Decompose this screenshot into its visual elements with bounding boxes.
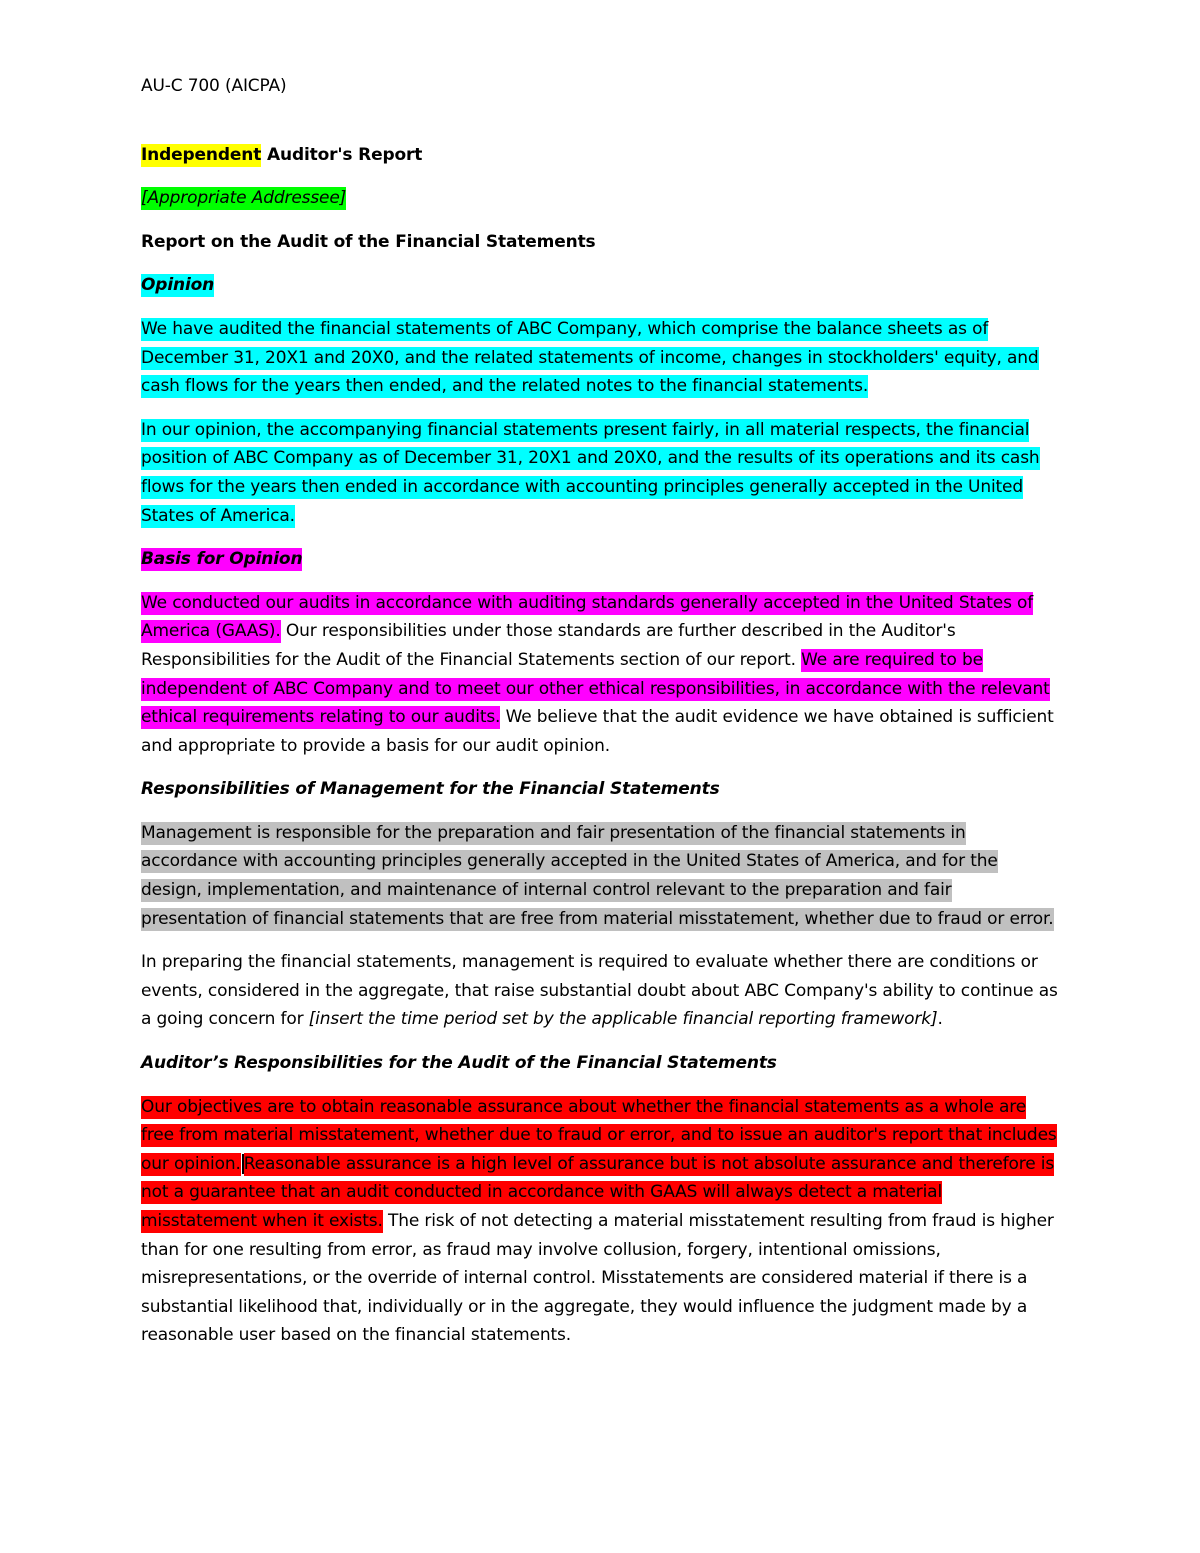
basis-sentence-3: We are required to be independent of ABC Company and to meet our other ethical responsibilities, in accordance with the relevant ethical requirements relating to our audits. <box>141 649 1050 728</box>
opinion-paragraph-2 <box>141 416 1061 530</box>
management-heading: Responsibilities of Management for the Financial Statements <box>141 779 720 800</box>
addressee <box>141 184 1061 213</box>
opinion-paragraph-2-text: In our opinion, the accompanying financial statements present fairly, in all material respects, the financial position of ABC Company as of December 31, 20X1 and 20X0, and the results of its operations and its cash flows for the years then ended in accordance with accounting principles generally accepted in the United States of America. <box>141 419 1040 526</box>
auditor-sentence-1: Our objectives are to obtain reasonable assurance about whether the financial statements as a whole are free from material misstatement, whether due to fraud or error, and to issue an auditor's report that includes our opinion. <box>141 1096 1057 1174</box>
auditor-heading: Auditor’s Responsibilities for the Audit of the Financial Statements <box>141 1053 777 1074</box>
basis-heading-text: Basis for Opinion <box>141 549 303 570</box>
management-paragraph-1-text: Management is responsible for the preparation and fair presentation of the financial statements in accordance with accounting principles generally accepted in the United States of America, and for the design, implementation, and maintenance of internal control relevant to the preparation and fair presentation of financial statements that are free from material misstatement, whether due to fraud or error. <box>141 822 1054 929</box>
addressee-text: [Appropriate Addressee] <box>141 188 347 209</box>
management-paragraph-2-start: In preparing the financial statements, management is required to evaluate whether there are conditions or events, considered in the aggregate, that raise substantial doubt about ABC Company's ability to continue as a going concern for <box>141 952 1058 1030</box>
management-paragraph-2-italic: [insert the time period set by the applicable financial reporting framework] <box>308 1009 938 1030</box>
basis-sentence-2: Our responsibilities under those standards are further described in the Auditor's Responsibilities for the Audit of the Financial Statements section of our report. <box>141 621 956 670</box>
opinion-heading <box>141 271 1061 300</box>
document-body <box>141 72 1061 1365</box>
document-header: AU-C 700 (AICPA) <box>141 76 287 96</box>
report-heading: Report on the Audit of the Financial Statements <box>141 231 596 252</box>
management-paragraph-1 <box>141 819 1061 933</box>
title-rest: Auditor's Report <box>261 144 423 165</box>
report-title <box>141 141 1061 170</box>
opinion-paragraph-1-text: We have audited the financial statements of ABC Company, which comprise the balance sheets as of December 31, 20X1 and 20X0, and the related statements of income, changes in stockholders' equity, and cash flows for the years then ended, and the related notes to the financial statements. <box>141 318 1039 397</box>
auditor-sentence-2: Reasonable assurance is a high level of assurance but is not absolute assurance and therefore is not a guarantee that an audit conducted in accordance with GAAS will always detect a material misstatement when it exists. <box>141 1153 1055 1231</box>
basis-sentence-1: We conducted our audits in accordance with auditing standards generally accepted in the United States of America (GAAS). <box>141 592 1034 642</box>
title-highlight: Independent <box>141 144 262 165</box>
management-paragraph-2 <box>141 948 1061 1034</box>
opinion-paragraph-1 <box>141 315 1061 401</box>
auditor-paragraph <box>141 1093 1061 1350</box>
basis-paragraph <box>141 589 1061 761</box>
management-paragraph-2-end: . <box>937 1009 943 1030</box>
basis-sentence-4: We believe that the audit evidence we have obtained is sufficient and appropriate to provide a basis for our audit opinion. <box>141 707 1054 756</box>
basis-heading <box>141 545 1061 574</box>
auditor-sentence-3: The risk of not detecting a material misstatement resulting from fraud is higher than for one resulting from error, as fraud may involve collusion, forgery, intentional omissions, misrepresentations, or the override of internal control. Misstatements are considered material if there is a substantial likelihood that, individually or in the aggregate, they would influence the judgment made by a reasonable user based on the financial statements. <box>141 1211 1054 1346</box>
opinion-heading-text: Opinion <box>141 275 215 296</box>
